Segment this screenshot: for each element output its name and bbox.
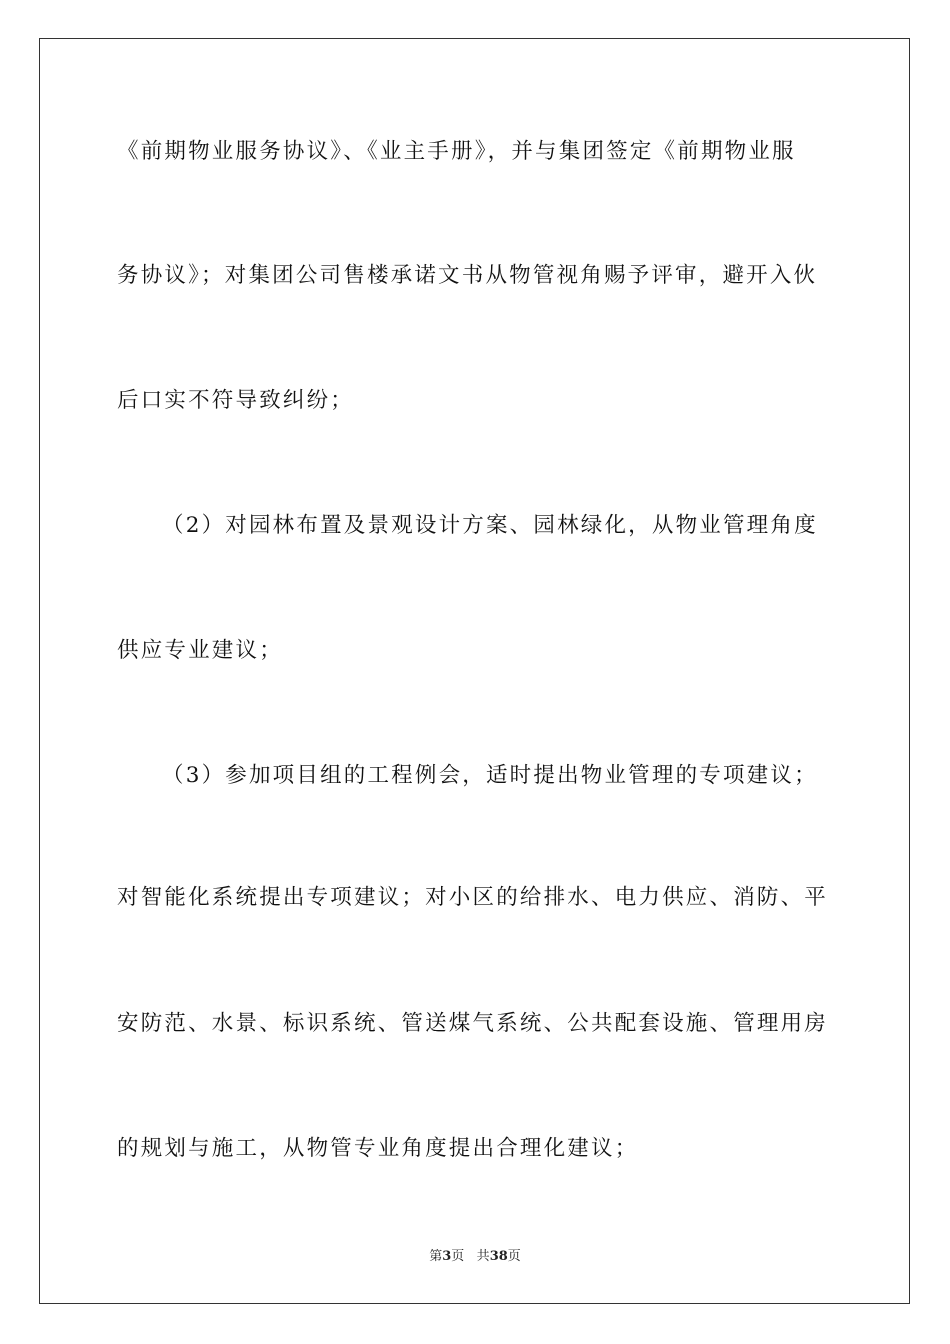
total-prefix: 共 [476, 1249, 490, 1264]
body-text-line: 安防范、水景、标识系统、管送煤气系统、公共配套设施、管理用房 [117, 1011, 829, 1036]
page-footer [0, 1248, 950, 1266]
body-text-line: 对智能化系统提出专项建议；对小区的给排水、电力供应、消防、平 [117, 885, 829, 910]
body-text-line: 的规划与施工，从物管专业角度提出合理化建议； [117, 1136, 639, 1161]
page-prefix: 第 [429, 1249, 443, 1264]
body-text-line: （3）参加项目组的工程例会，适时提出物业管理的专项建议； [162, 763, 818, 788]
body-text-line: （2）对园林布置及景观设计方案、园林绿化，从物业管理角度 [162, 513, 818, 538]
page-suffix: 页 [451, 1249, 465, 1264]
total-suffix: 页 [507, 1249, 521, 1264]
total-pages: 38 [489, 1249, 508, 1264]
body-text-line: 供应专业建议； [117, 638, 283, 663]
body-text-line: 务协议》；对集团公司售楼承诺文书从物管视角赐予评审，避开入伙 [117, 263, 818, 288]
page-border [39, 38, 910, 1304]
body-text-line: 后口实不符导致纠纷； [117, 388, 355, 413]
body-text-line: 《前期物业服务协议》、《业主手册》，并与集团签定《前期物业服 [117, 139, 796, 164]
page-number: 3 [442, 1249, 452, 1264]
